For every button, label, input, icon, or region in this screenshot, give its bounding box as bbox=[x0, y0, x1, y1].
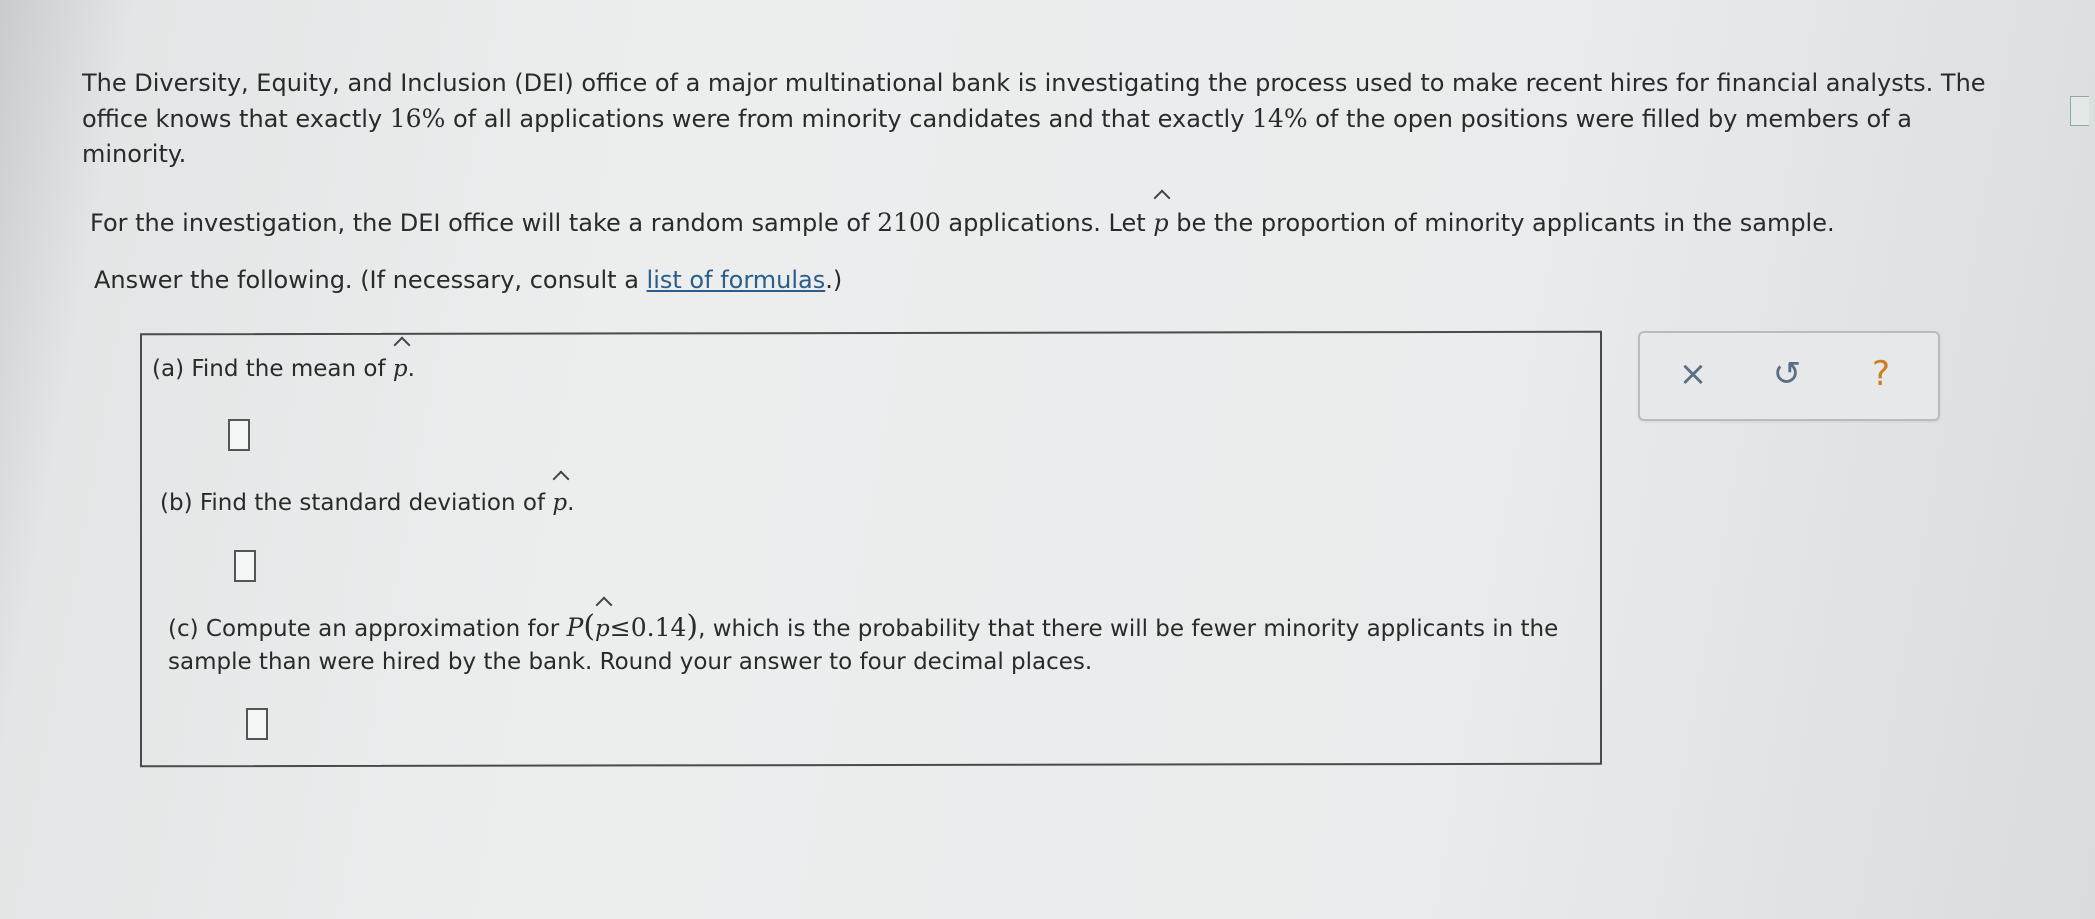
problem-text-2: of all applications were from minority candidates and that exactly bbox=[445, 105, 1253, 133]
answer-instructions bbox=[94, 263, 1694, 298]
probability-bound: ≤0.14 bbox=[609, 613, 687, 642]
question-a-text: (a) Find the mean of bbox=[152, 356, 393, 382]
formulas-link[interactable]: list of formulas bbox=[646, 266, 826, 294]
answer-a-input[interactable] bbox=[228, 419, 250, 451]
p-hat-symbol: p bbox=[552, 487, 567, 520]
percent-filled: 14% bbox=[1252, 104, 1308, 133]
p-hat-symbol: p bbox=[595, 613, 610, 646]
instr-line2-end: .) bbox=[825, 266, 843, 294]
instr-text: For the investigation, the DEI office will take a random sample of bbox=[90, 209, 878, 237]
side-panel-icon[interactable] bbox=[2070, 96, 2089, 126]
question-a-end: . bbox=[407, 356, 415, 382]
instr-text-2: applications. Let bbox=[940, 209, 1154, 237]
clear-button[interactable] bbox=[1670, 351, 1716, 397]
undo-icon: ↺ bbox=[1772, 354, 1802, 394]
answer-c-input[interactable] bbox=[246, 708, 268, 740]
sample-size: 2100 bbox=[877, 208, 941, 237]
question-b bbox=[160, 487, 574, 520]
answer-b-input[interactable] bbox=[234, 550, 256, 582]
problem-statement bbox=[82, 66, 2002, 172]
instr-text-3: be the proportion of minority applicants in the sample. bbox=[1168, 209, 1835, 237]
answer-toolbar bbox=[1638, 331, 1940, 421]
help-icon: ? bbox=[1871, 354, 1891, 394]
p-hat-symbol: p bbox=[393, 353, 408, 386]
percent-applications: 16% bbox=[389, 104, 446, 133]
problem-text: The Diversity, Equity, and Inclusion (DEI) office of a major multinational bank is investigating the process used to make recent hires for financial analysts. The office knows that exactly bbox=[82, 69, 1986, 133]
question-b-text: (b) Find the standard deviation of bbox=[160, 490, 553, 516]
instr-line2-text: Answer the following. (If necessary, consult a bbox=[94, 266, 647, 294]
question-c-text: (c) Compute an approximation for bbox=[168, 616, 567, 642]
undo-button[interactable] bbox=[1764, 351, 1810, 397]
question-panel bbox=[140, 331, 1602, 768]
question-c: (c) Compute an approximation for P(p≤0.14), which is the probability that there will be fewer minority applicants in the sample than were hired by the bank. Round your answer to four decimal places. bbox=[168, 609, 1559, 675]
problem-text-3: of the open positions were filled by members of a minority. bbox=[82, 105, 1913, 168]
probability-symbol: P bbox=[566, 613, 584, 642]
investigation-text bbox=[90, 205, 1990, 241]
p-hat-symbol: p bbox=[1153, 206, 1168, 241]
question-a bbox=[152, 353, 415, 386]
question-b-end: . bbox=[567, 490, 575, 516]
help-button[interactable] bbox=[1858, 351, 1904, 397]
question-c-text-2: , which is the probability that there will be fewer minority applicants in the sample than were hired by the bank. Round your answer to four decimal places. bbox=[168, 616, 1559, 675]
close-icon: × bbox=[1678, 354, 1708, 394]
